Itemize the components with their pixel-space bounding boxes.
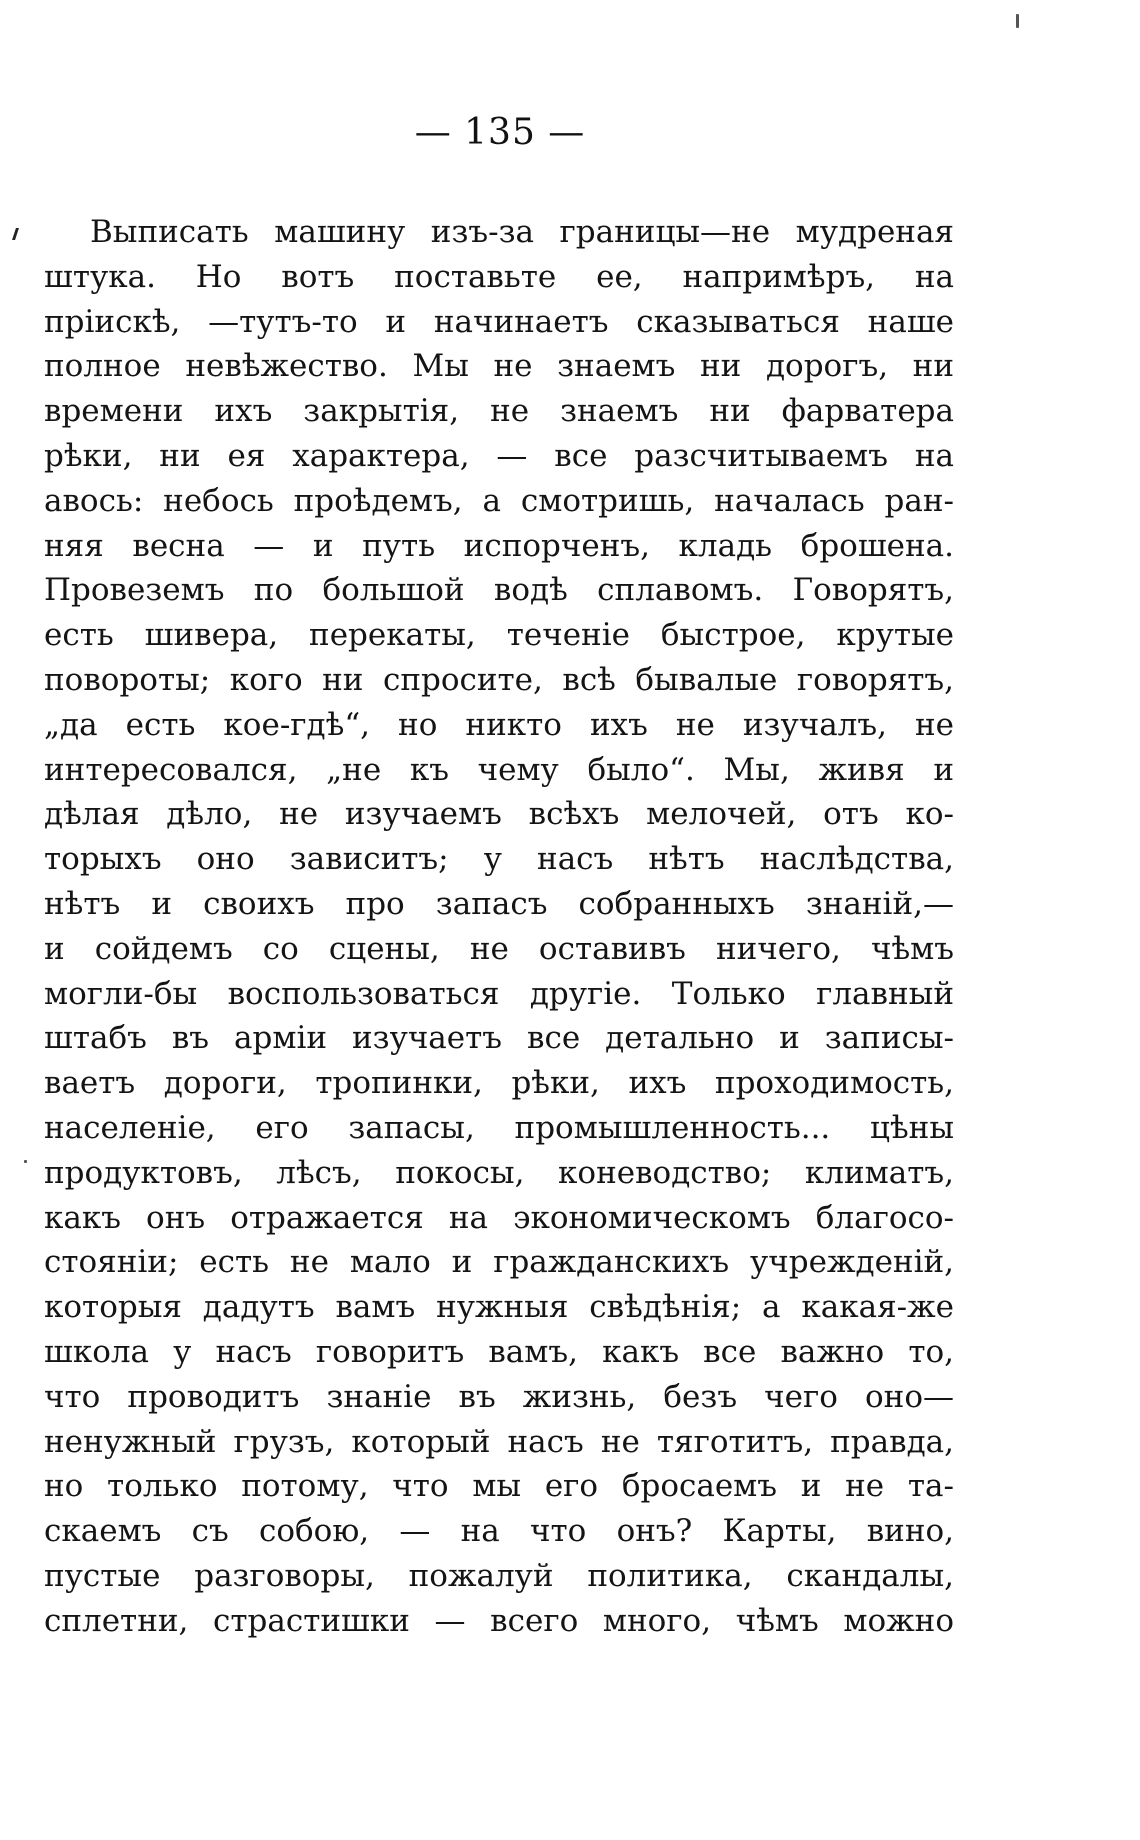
text-line: что проводитъ знаніе въ жизнь, безъ чего оно— xyxy=(44,1378,954,1415)
text-line: няя весна — и путь испорченъ, кладь брошена. xyxy=(44,527,954,564)
text-line: Провеземъ по большой водѣ сплавомъ. Говорятъ, xyxy=(44,572,954,609)
text-line: какъ онъ отражается на экономическомъ благосо- xyxy=(44,1199,954,1236)
body-text xyxy=(44,210,954,1644)
text-line: дѣлая дѣло, не изучаемъ всѣхъ мелочей, отъ ко- xyxy=(44,796,954,833)
text-line: нѣтъ и своихъ про запасъ собранныхъ знаній,— xyxy=(44,885,954,922)
text-line: но только потому, что мы его бросаемъ и не та- xyxy=(44,1468,954,1505)
text-line: интересовался, „не къ чему было“. Мы, живя и xyxy=(44,751,954,788)
text-line: скаемъ съ собою, — на что онъ? Карты, вино, xyxy=(44,1513,954,1550)
text-line: и сойдемъ со сцены, не оставивъ ничего, чѣмъ xyxy=(44,930,954,967)
text-line: стояніи; есть не мало и гражданскихъ учрежденій, xyxy=(44,1244,954,1281)
text-line: ваетъ дороги, тропинки, рѣки, ихъ проходимость, xyxy=(44,1065,954,1102)
text-line: рѣки, ни ея характера, — все разсчитываемъ на xyxy=(44,437,954,474)
text-line: населеніе, его запасы, промышленность... цѣны xyxy=(44,1109,954,1146)
scan-speck xyxy=(1016,14,1019,28)
margin-mark xyxy=(12,228,19,240)
text-line: повороты; кого ни спросите, всѣ бывалые говорятъ, xyxy=(44,661,954,698)
text-line: есть шивера, перекаты, теченіе быстрое, крутые xyxy=(44,617,954,654)
text-line: пріискѣ, —тутъ-то и начинаетъ сказываться наше xyxy=(44,303,954,340)
text-line: Выписать машину изъ-за границы—не мудреная xyxy=(90,214,954,250)
text-line: полное невѣжество. Мы не знаемъ ни дорогъ, ни xyxy=(44,348,954,385)
text-line: „да есть кое-гдѣ“, но никто ихъ не изучалъ, не xyxy=(44,706,954,743)
text-line: могли-бы воспользоваться другіе. Только главный xyxy=(44,975,954,1012)
text-line: пустые разговоры, пожалуй политика, скандалы, xyxy=(44,1557,954,1594)
scan-speck xyxy=(24,1160,27,1163)
text-line: продуктовъ, лѣсъ, покосы, коневодство; климатъ, xyxy=(44,1154,954,1191)
text-line: ненужный грузъ, который насъ не тяготитъ, правда, xyxy=(44,1423,954,1460)
text-line: школа у насъ говоритъ вамъ, какъ все важно то, xyxy=(44,1333,954,1370)
text-line: которыя дадутъ вамъ нужныя свѣдѣнія; а какая-же xyxy=(44,1289,954,1326)
text-line: сплетни, страстишки — всего много, чѣмъ можно xyxy=(44,1602,954,1639)
text-line: времени ихъ закрытія, не знаемъ ни фарватера xyxy=(44,393,954,430)
page-number: — 135 — xyxy=(414,112,586,153)
text-line: штука. Но вотъ поставьте ее, напримѣръ, на xyxy=(44,258,954,295)
text-line: авось: небось проѣдемъ, а смотришь, началась ран- xyxy=(44,482,954,519)
text-line: штабъ въ арміи изучаетъ все детально и записы- xyxy=(44,1020,954,1057)
text-line: торыхъ оно зависитъ; у насъ нѣтъ наслѣдства, xyxy=(44,841,954,878)
